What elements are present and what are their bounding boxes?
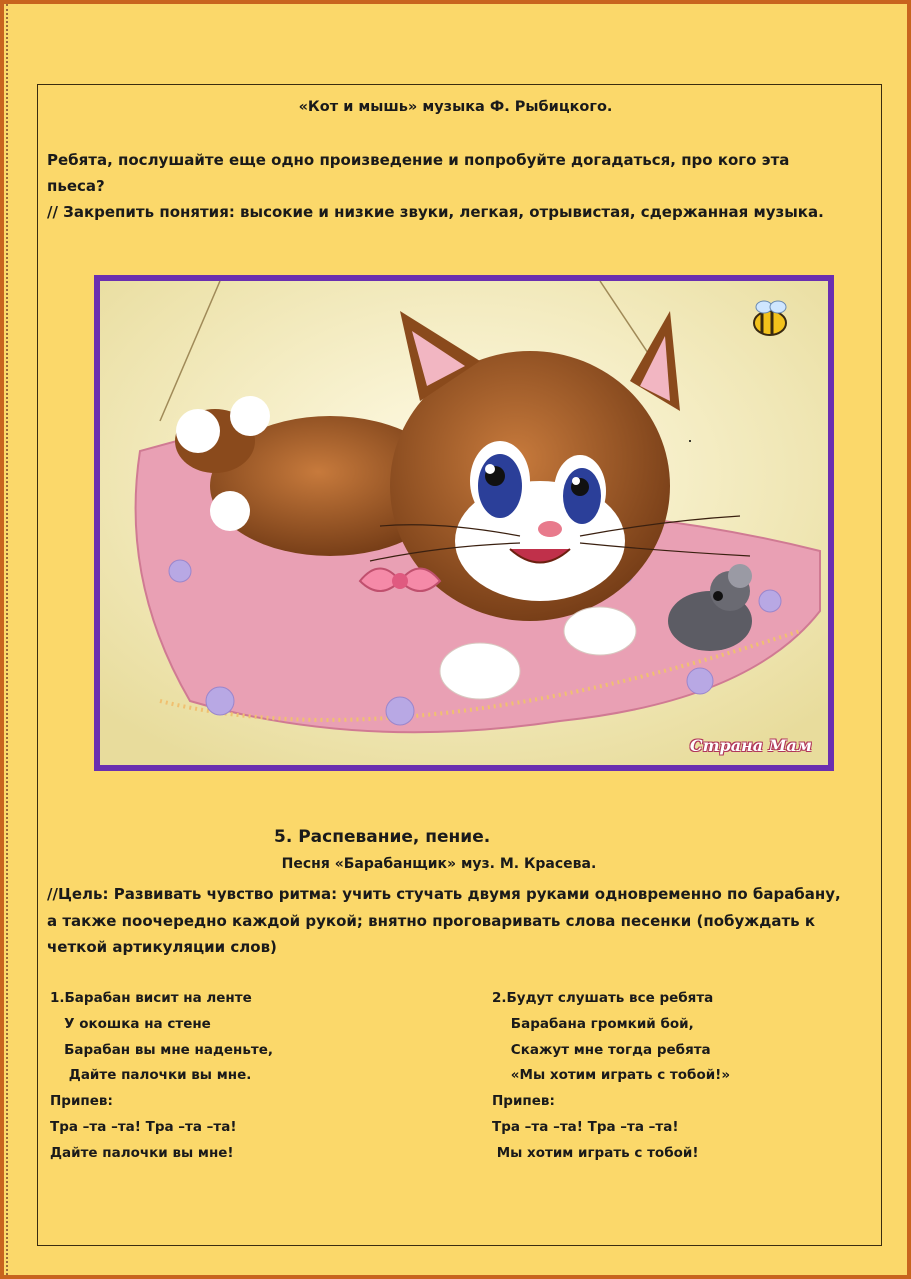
verse-line: Припев:	[50, 1093, 113, 1110]
verse-line: Дайте палочки вы мне!	[50, 1144, 234, 1161]
verse-line: У окошка на стене	[50, 1015, 211, 1032]
piece-title: «Кот и мышь» музыка Ф. Рыбицкого.	[298, 99, 613, 115]
listening-goal: // Закрепить понятия: высокие и низкие звуки, легкая, отрывистая, сдержанная музыка.	[47, 203, 824, 221]
verse-line: Барабана громкий бой,	[492, 1015, 694, 1032]
verse-line: Дайте палочки вы мне.	[50, 1067, 252, 1084]
verse-left	[50, 986, 470, 1167]
section-heading: 5. Распевание, пение.	[274, 827, 491, 847]
song-title: Песня «Барабанщик» муз. М. Красева.	[281, 856, 597, 872]
cat-and-mouse-illustration	[94, 275, 834, 771]
song-goal: //Цель: Развивать чувство ритма: учить стучать двумя руками одновременно по барабану, а также поочередно каждой рукой; внятно проговаривать слова песенки (побуждать к четкой артикуляции слов)	[47, 885, 841, 956]
verse-line: Скажут мне тогда ребята	[492, 1041, 711, 1058]
listening-question: Ребята, послушайте еще одно произведение и попробуйте догадаться, про кого эта пьеса?	[47, 151, 790, 195]
verse-line: Тра –та –та! Тра –та –та!	[50, 1118, 237, 1135]
verse-line: «Мы хотим играть с тобой!»	[492, 1067, 731, 1084]
verse-line: 2.Будут слушать все ребята	[492, 990, 714, 1006]
verse-right	[492, 986, 872, 1167]
verse-line: Тра –та –та! Тра –та –та!	[492, 1118, 679, 1135]
verse-line: Мы хотим играть с тобой!	[492, 1144, 699, 1161]
illustration-art	[100, 281, 828, 765]
verse-line: Припев:	[492, 1093, 555, 1110]
verse-line: 1.Барабан висит на ленте	[50, 990, 252, 1006]
verse-line: Барабан вы мне наденьте,	[50, 1041, 273, 1058]
watermark-text: Страна Мам	[689, 736, 812, 755]
